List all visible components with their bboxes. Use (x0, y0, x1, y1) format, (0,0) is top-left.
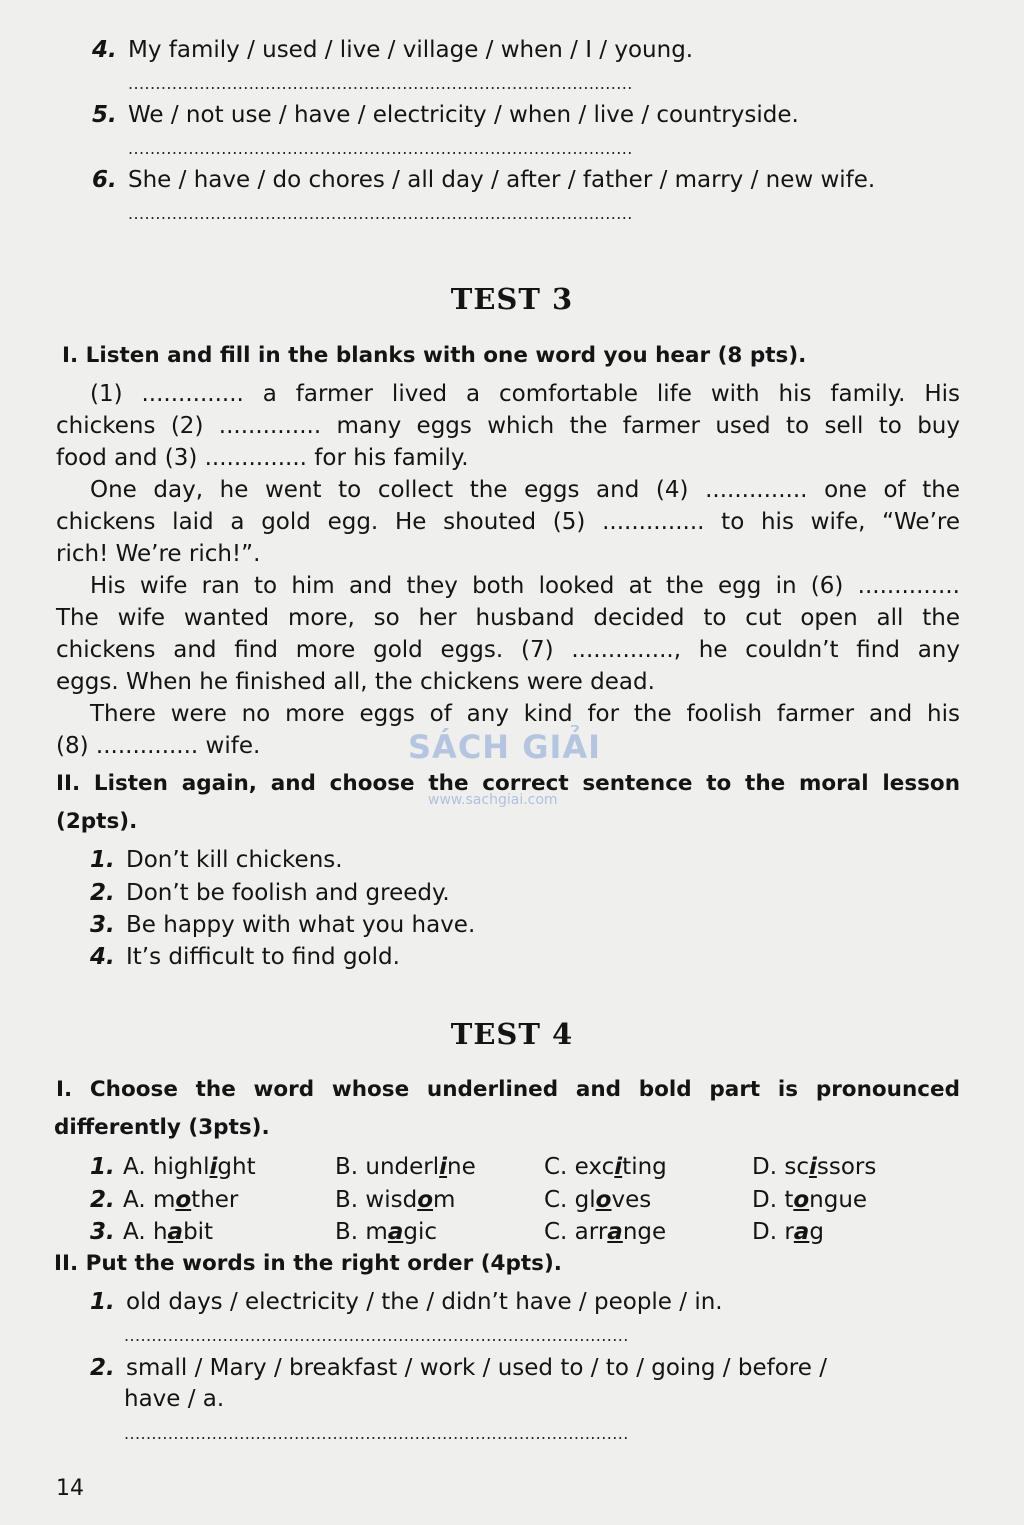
passage-line: eggs. When he finished all, the chickens were dead. (56, 669, 655, 695)
page-number: 14 (56, 1476, 84, 1501)
choice-text: bit (183, 1219, 214, 1245)
moral-option-3[interactable] (90, 909, 475, 941)
pron-row-2-number (90, 1184, 126, 1216)
passage-line: food and (3) .............. for his family. (56, 445, 469, 471)
item-number: 5. (92, 102, 117, 128)
pron-choice-2a[interactable] (123, 1184, 238, 1216)
underlined-part: o (595, 1187, 612, 1213)
choice-text: C. exc (544, 1154, 615, 1180)
choice-text: m (433, 1187, 456, 1213)
choice-text: ves (611, 1187, 652, 1213)
answer-line[interactable]: ............................................................................................ (128, 139, 633, 158)
choice-text: D. r (752, 1219, 794, 1245)
choice-text: ting (622, 1154, 667, 1180)
item-text: old days / electricity / the / didn’t have / people / in. (126, 1289, 723, 1315)
item-text: We / not use / have / electricity / when / live / countryside. (128, 102, 799, 128)
choice-text: D. sc (752, 1154, 809, 1180)
choice-text: B. wisd (335, 1187, 418, 1213)
pron-choice-3b[interactable] (335, 1216, 437, 1248)
test3-part2-heading-line2: (2pts). (56, 809, 138, 834)
option-number: 3. (90, 912, 115, 938)
passage-line: chickens (2) .............. many eggs which the farmer used to sell to buy (56, 413, 960, 439)
item-text: My family / used / live / village / when / I / young. (128, 37, 694, 63)
row-number: 2. (90, 1187, 115, 1213)
option-text: It’s difficult to find gold. (126, 944, 400, 970)
passage-line: His wife ran to him and they both looked at the egg in (6) .............. (90, 573, 960, 599)
underlined-part: i (209, 1154, 218, 1180)
heading-line: II. Listen again, and choose the correct sentence to the moral lesson (56, 771, 960, 796)
pron-choice-2b[interactable] (335, 1184, 455, 1216)
pron-choice-3d[interactable] (752, 1216, 824, 1248)
pron-choice-1b[interactable] (335, 1151, 476, 1183)
option-number: 1. (90, 847, 115, 873)
exercise-item-4 (92, 34, 693, 66)
choice-text: A. highl (123, 1154, 210, 1180)
passage-line: chickens laid a gold egg. He shouted (5) .............. to his wife, “We’re (56, 509, 960, 535)
choice-text: A. m (123, 1187, 176, 1213)
choice-text: B. m (335, 1219, 388, 1245)
passage-line: There were no more eggs of any kind for the foolish farmer and his (90, 701, 960, 727)
pron-choice-1c[interactable] (544, 1151, 667, 1183)
passage-line: The wife wanted more, so her husband decided to cut open all the (56, 605, 960, 631)
passage-line: rich! We’re rich!”. (56, 541, 261, 567)
pron-choice-2c[interactable] (544, 1184, 651, 1216)
underlined-part: o (793, 1187, 810, 1213)
moral-option-2[interactable] (90, 877, 450, 909)
order-item-1 (90, 1286, 723, 1318)
choice-text: g (809, 1219, 824, 1245)
underlined-part: o (417, 1187, 433, 1213)
answer-line[interactable]: ............................................................................................ (124, 1326, 629, 1345)
choice-text: C. arr (544, 1219, 608, 1245)
underlined-part: i (439, 1154, 448, 1180)
pron-choice-3a[interactable] (123, 1216, 213, 1248)
item-text: small / Mary / breakfast / work / used to / to / going / before / (126, 1355, 827, 1381)
order-item-2 (90, 1352, 960, 1384)
test4-part1-heading (56, 1074, 960, 1106)
choice-text: ght (217, 1154, 256, 1180)
underlined-part: a (793, 1219, 810, 1245)
choice-text: ne (447, 1154, 476, 1180)
answer-line[interactable]: ............................................................................................ (128, 204, 633, 223)
item-number: 6. (92, 167, 117, 193)
choice-text: B. underl (335, 1154, 440, 1180)
row-number: 1. (90, 1154, 115, 1180)
exercise-item-5 (92, 99, 799, 131)
passage-line: (1) .............. a farmer lived a comfortable life with his family. His (90, 381, 960, 407)
choice-text: nge (622, 1219, 667, 1245)
option-number: 4. (90, 944, 115, 970)
test4-title: TEST 4 (450, 1017, 574, 1051)
choice-text: C. gl (544, 1187, 596, 1213)
pron-row-1-number (90, 1151, 126, 1183)
test3-title: TEST 3 (450, 282, 574, 316)
choice-text: D. t (752, 1187, 794, 1213)
option-number: 2. (90, 880, 115, 906)
item-number: 4. (92, 37, 117, 63)
item-number: 2. (90, 1355, 115, 1381)
test4-part1-heading-line2: differently (3pts). (54, 1115, 270, 1140)
pron-choice-1a[interactable] (123, 1151, 256, 1183)
passage-line: (8) .............. wife. (56, 733, 261, 759)
moral-option-1[interactable] (90, 844, 343, 876)
option-text: Be happy with what you have. (126, 912, 476, 938)
passage-line: chickens and find more gold eggs. (7) .............., he couldn’t find any (56, 637, 960, 663)
option-text: Don’t be foolish and greedy. (126, 880, 450, 906)
exercise-item-6 (92, 164, 875, 196)
underlined-part: i (808, 1154, 817, 1180)
answer-line[interactable]: ............................................................................................ (128, 74, 633, 93)
choice-text: ssors (816, 1154, 877, 1180)
test4-part2-heading: II. Put the words in the right order (4pts). (54, 1251, 562, 1276)
underlined-part: i (614, 1154, 623, 1180)
watermark-url: www.sachgiai.com (428, 792, 558, 808)
choice-text: gic (403, 1219, 437, 1245)
choice-text: ngue (809, 1187, 868, 1213)
item-text: She / have / do chores / all day / after / father / marry / new wife. (128, 167, 876, 193)
item-number: 1. (90, 1289, 115, 1315)
answer-line[interactable]: ............................................................................................ (124, 1424, 629, 1443)
pron-row-3-number (90, 1216, 126, 1248)
underlined-part: a (167, 1219, 184, 1245)
moral-option-4[interactable] (90, 941, 400, 973)
test3-passage (56, 378, 960, 762)
underlined-part: a (607, 1219, 623, 1245)
pron-choice-2d[interactable] (752, 1184, 867, 1216)
row-number: 3. (90, 1219, 115, 1245)
pron-choice-3c[interactable] (544, 1216, 666, 1248)
choice-text: A. h (123, 1219, 168, 1245)
choice-text: ther (191, 1187, 239, 1213)
order-item-2-continued: have / a. (124, 1386, 225, 1412)
option-text: Don’t kill chickens. (126, 847, 343, 873)
watermark-logo: SÁCH GIẢI (408, 728, 602, 766)
test3-part1-heading: I. Listen and fill in the blanks with one word you hear (8 pts). (62, 343, 807, 368)
heading-line: I. Choose the word whose underlined and bold part is pronounced (56, 1077, 960, 1102)
underlined-part: a (387, 1219, 404, 1245)
underlined-part: o (175, 1187, 192, 1213)
pron-choice-1d[interactable] (752, 1151, 876, 1183)
passage-line: One day, he went to collect the eggs and (4) .............. one of the (90, 477, 960, 503)
